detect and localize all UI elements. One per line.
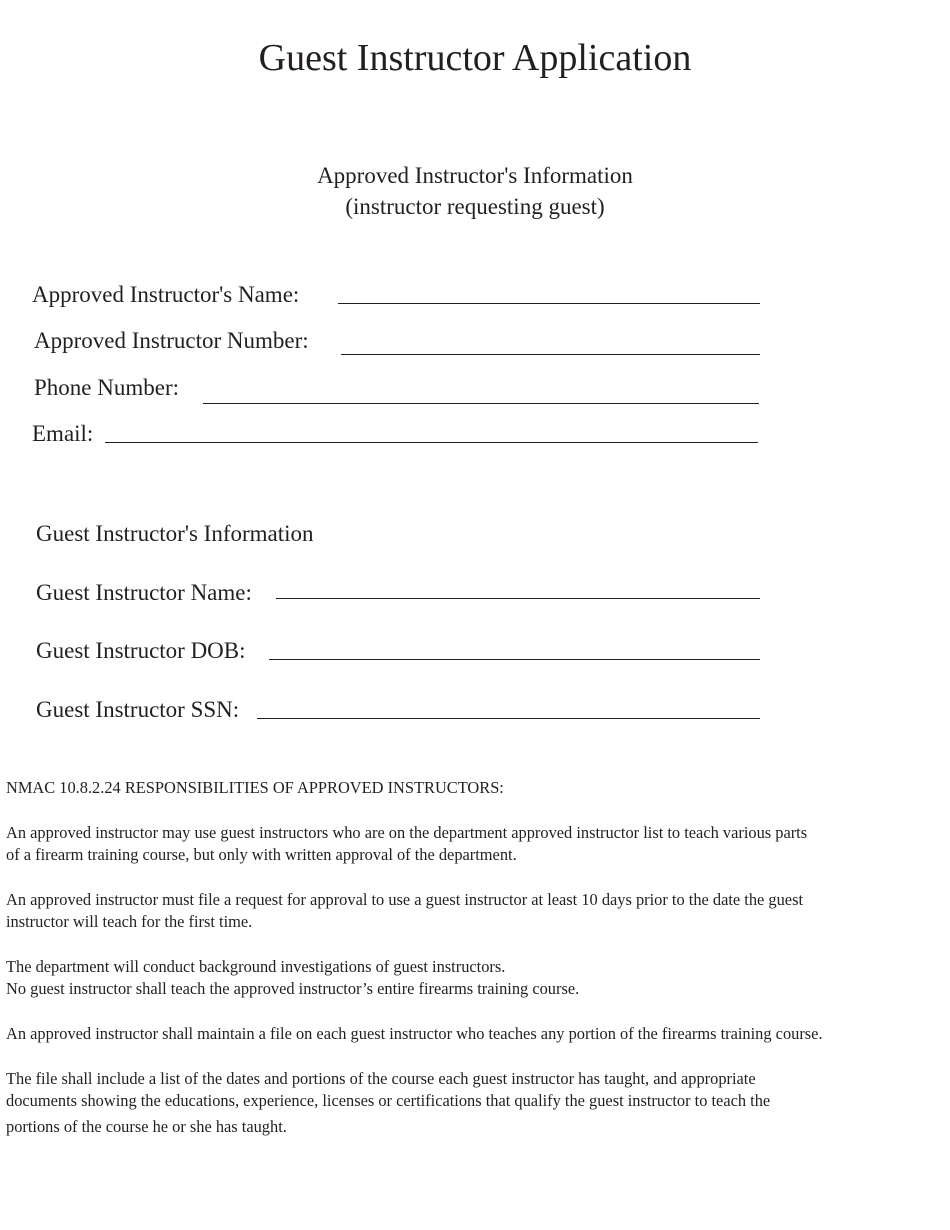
guest-section-heading: Guest Instructor's Information <box>36 521 314 546</box>
regulation-heading: NMAC 10.8.2.24 RESPONSIBILITIES OF APPROVED INSTRUCTORS: <box>6 778 504 797</box>
paragraph-line: portions of the course he or she has taught. <box>6 1117 287 1136</box>
guest-instructor-ssn-field[interactable] <box>257 718 760 719</box>
email-label: Email: <box>32 421 94 446</box>
approved-instructor-number-field[interactable] <box>341 354 760 355</box>
phone-number-label: Phone Number: <box>34 375 180 400</box>
paragraph-line: documents showing the educations, experience, licenses or certifications that qualify the guest instructor to teach the <box>6 1091 771 1110</box>
regulation-paragraph <box>6 1068 946 1138</box>
paragraph-line: An approved instructor must file a request for approval to use a guest instructor at least 10 days prior to the date the guest <box>6 890 804 909</box>
regulation-paragraph <box>6 956 946 1000</box>
paragraph-line: of a firearm training course, but only with written approval of the department. <box>6 845 517 864</box>
approved-section-subheading: (instructor requesting guest) <box>345 194 605 219</box>
paragraph-line: instructor will teach for the first time. <box>6 912 253 931</box>
email-field[interactable] <box>105 442 758 443</box>
phone-number-field[interactable] <box>203 403 759 404</box>
approved-instructor-number-label: Approved Instructor Number: <box>34 328 309 353</box>
guest-instructor-dob-label: Guest Instructor DOB: <box>36 638 246 663</box>
paragraph-line: An approved instructor shall maintain a file on each guest instructor who teaches any portion of the firearms training course. <box>6 1024 823 1043</box>
guest-instructor-ssn-label: Guest Instructor SSN: <box>36 697 240 722</box>
regulation-paragraph <box>6 822 946 866</box>
guest-instructor-name-label: Guest Instructor Name: <box>36 580 252 605</box>
approved-section-heading: Approved Instructor's Information <box>317 163 633 188</box>
page-title: Guest Instructor Application <box>258 37 692 79</box>
approved-instructor-name-label: Approved Instructor's Name: <box>32 282 300 307</box>
regulation-paragraph <box>6 1023 946 1045</box>
guest-instructor-name-field[interactable] <box>276 598 760 599</box>
paragraph-line: The file shall include a list of the dates and portions of the course each guest instructor has taught, and appropriate <box>6 1069 756 1088</box>
paragraph-line: The department will conduct background investigations of guest instructors. <box>6 957 506 976</box>
paragraph-line: An approved instructor may use guest instructors who are on the department approved instructor list to teach various parts <box>6 823 808 842</box>
paragraph-line: No guest instructor shall teach the approved instructor’s entire firearms training course. <box>6 979 580 998</box>
approved-instructor-name-field[interactable] <box>338 303 760 304</box>
guest-instructor-dob-field[interactable] <box>269 659 760 660</box>
regulation-paragraph <box>6 889 946 933</box>
